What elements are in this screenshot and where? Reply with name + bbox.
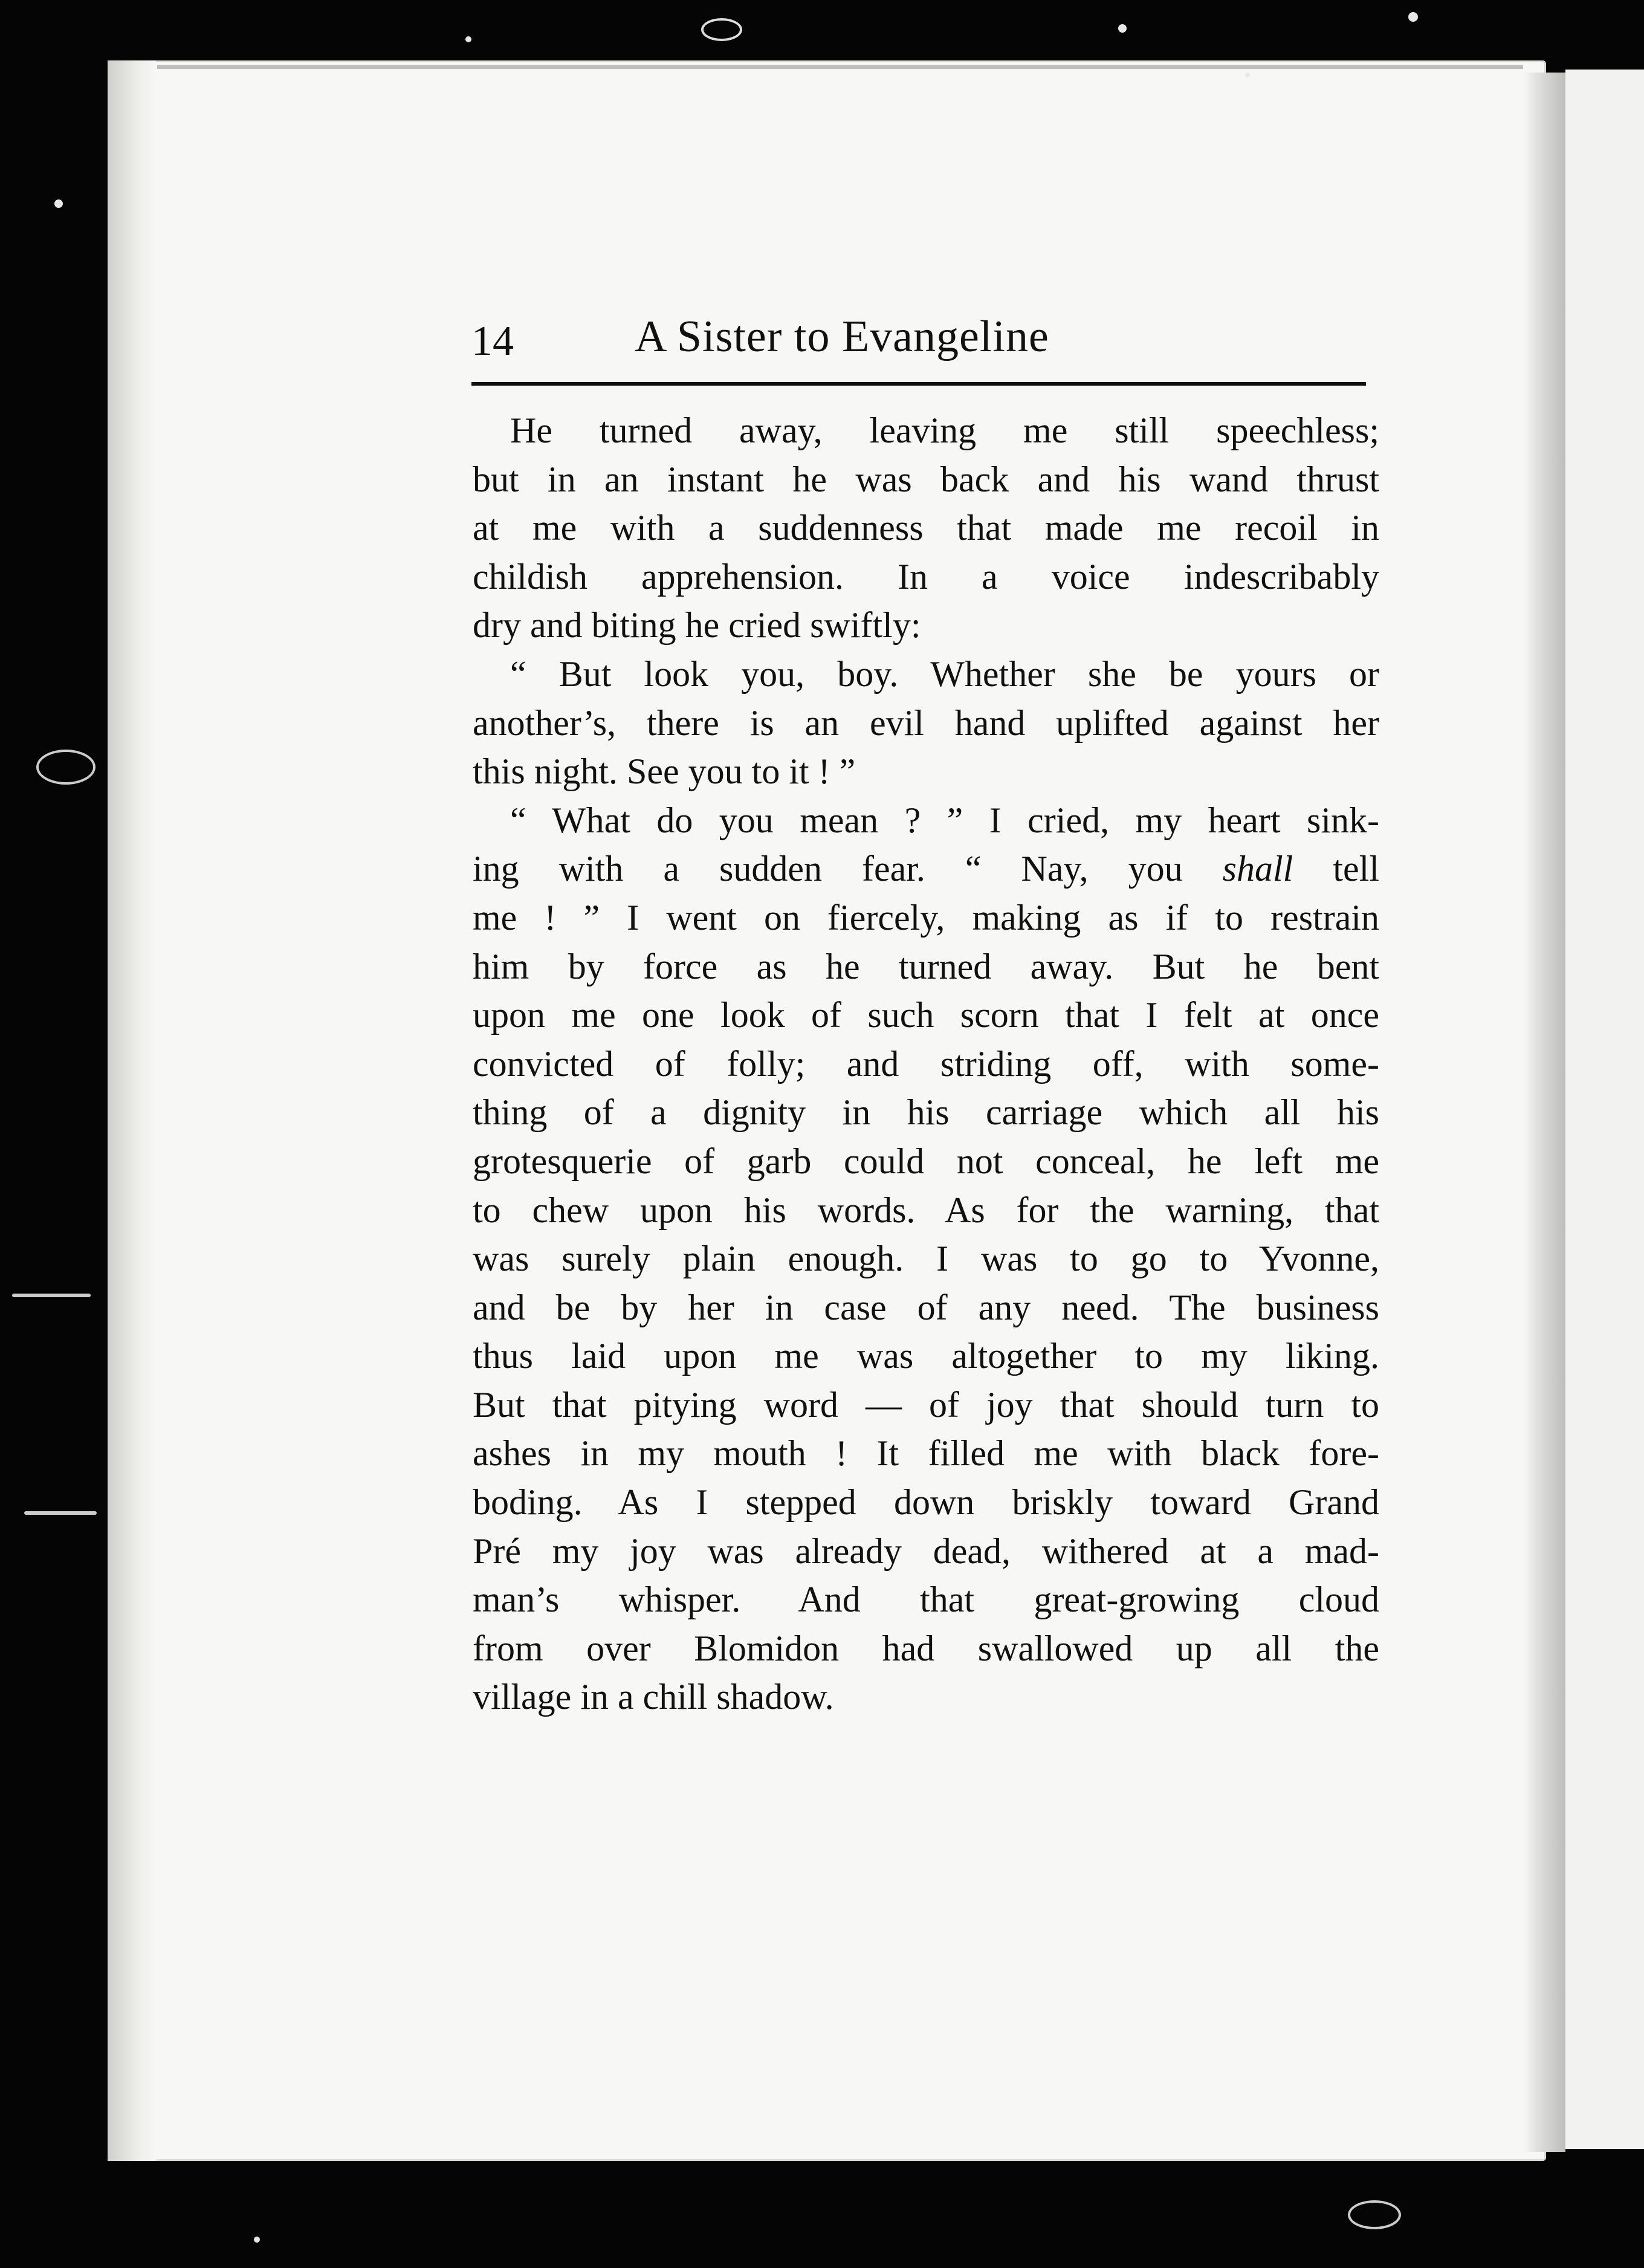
facing-page-edge xyxy=(1565,70,1644,2149)
text-line: dry and biting he cried swiftly: xyxy=(473,605,921,646)
text-line: boding. As I stepped down briskly toward Grand xyxy=(473,1482,1379,1523)
text-line: childish apprehension. In a voice indescribably xyxy=(473,556,1379,597)
text-line: convicted of folly; and striding off, with some- xyxy=(473,1043,1379,1084)
text-line-start: ing with a sudden fear. “ Nay, you xyxy=(473,849,1183,889)
italic-word: shall xyxy=(1222,849,1293,889)
text-line: him by force as he turned away. But he bent xyxy=(473,946,1379,987)
header-rule xyxy=(471,382,1366,386)
text-line: this night. See you to it ! ” xyxy=(473,751,856,792)
page-top-edge xyxy=(157,65,1523,69)
text-line: Pré my joy was already dead, withered at a mad- xyxy=(473,1531,1379,1571)
text-line: He turned away, leaving me still speechless; xyxy=(510,410,1379,450)
text-line: thing of a dignity in his carriage which all his xyxy=(473,1092,1379,1133)
text-line: “ What do you mean ? ” I cried, my heart sink- xyxy=(510,800,1379,840)
text-line: village in a chill shadow. xyxy=(473,1677,834,1717)
page-gutter-right xyxy=(1523,73,1565,2152)
text-line: thus laid upon me was altogether to my liking. xyxy=(473,1336,1379,1376)
running-title: A Sister to Evangeline xyxy=(635,312,1049,361)
body-text xyxy=(473,406,1379,1722)
text-line: me ! ” I went on fiercely, making as if to restrain xyxy=(473,897,1379,938)
text-line: from over Blomidon had swallowed up all the xyxy=(473,1628,1379,1668)
text-line: was surely plain enough. I was to go to Yvonne, xyxy=(473,1239,1379,1279)
text-line: at me with a suddenness that made me recoil in xyxy=(473,508,1379,548)
text-line: to chew upon his words. As for the warning, that xyxy=(473,1190,1379,1230)
text-line-with-italic xyxy=(473,844,1379,893)
text-line: ashes in my mouth ! It filled me with black fore- xyxy=(473,1433,1379,1474)
text-line: another’s, there is an evil hand uplifted against her xyxy=(473,702,1379,743)
text-line: “ But look you, boy. Whether she be yours or xyxy=(510,653,1379,694)
page-number: 14 xyxy=(471,318,514,364)
text-line: upon me one look of such scorn that I felt at once xyxy=(473,995,1379,1035)
page-gutter-left xyxy=(108,60,156,2161)
text-line: grotesquerie of garb could not conceal, he left me xyxy=(473,1141,1379,1181)
text-line: and be by her in case of any need. The business xyxy=(473,1287,1379,1327)
text-line-end: tell xyxy=(1333,849,1380,889)
text-line: but in an instant he was back and his wand thrust xyxy=(473,459,1379,499)
text-line: man’s whisper. And that great-growing cloud xyxy=(473,1580,1379,1620)
text-line: But that pitying word — of joy that should turn to xyxy=(473,1384,1379,1425)
